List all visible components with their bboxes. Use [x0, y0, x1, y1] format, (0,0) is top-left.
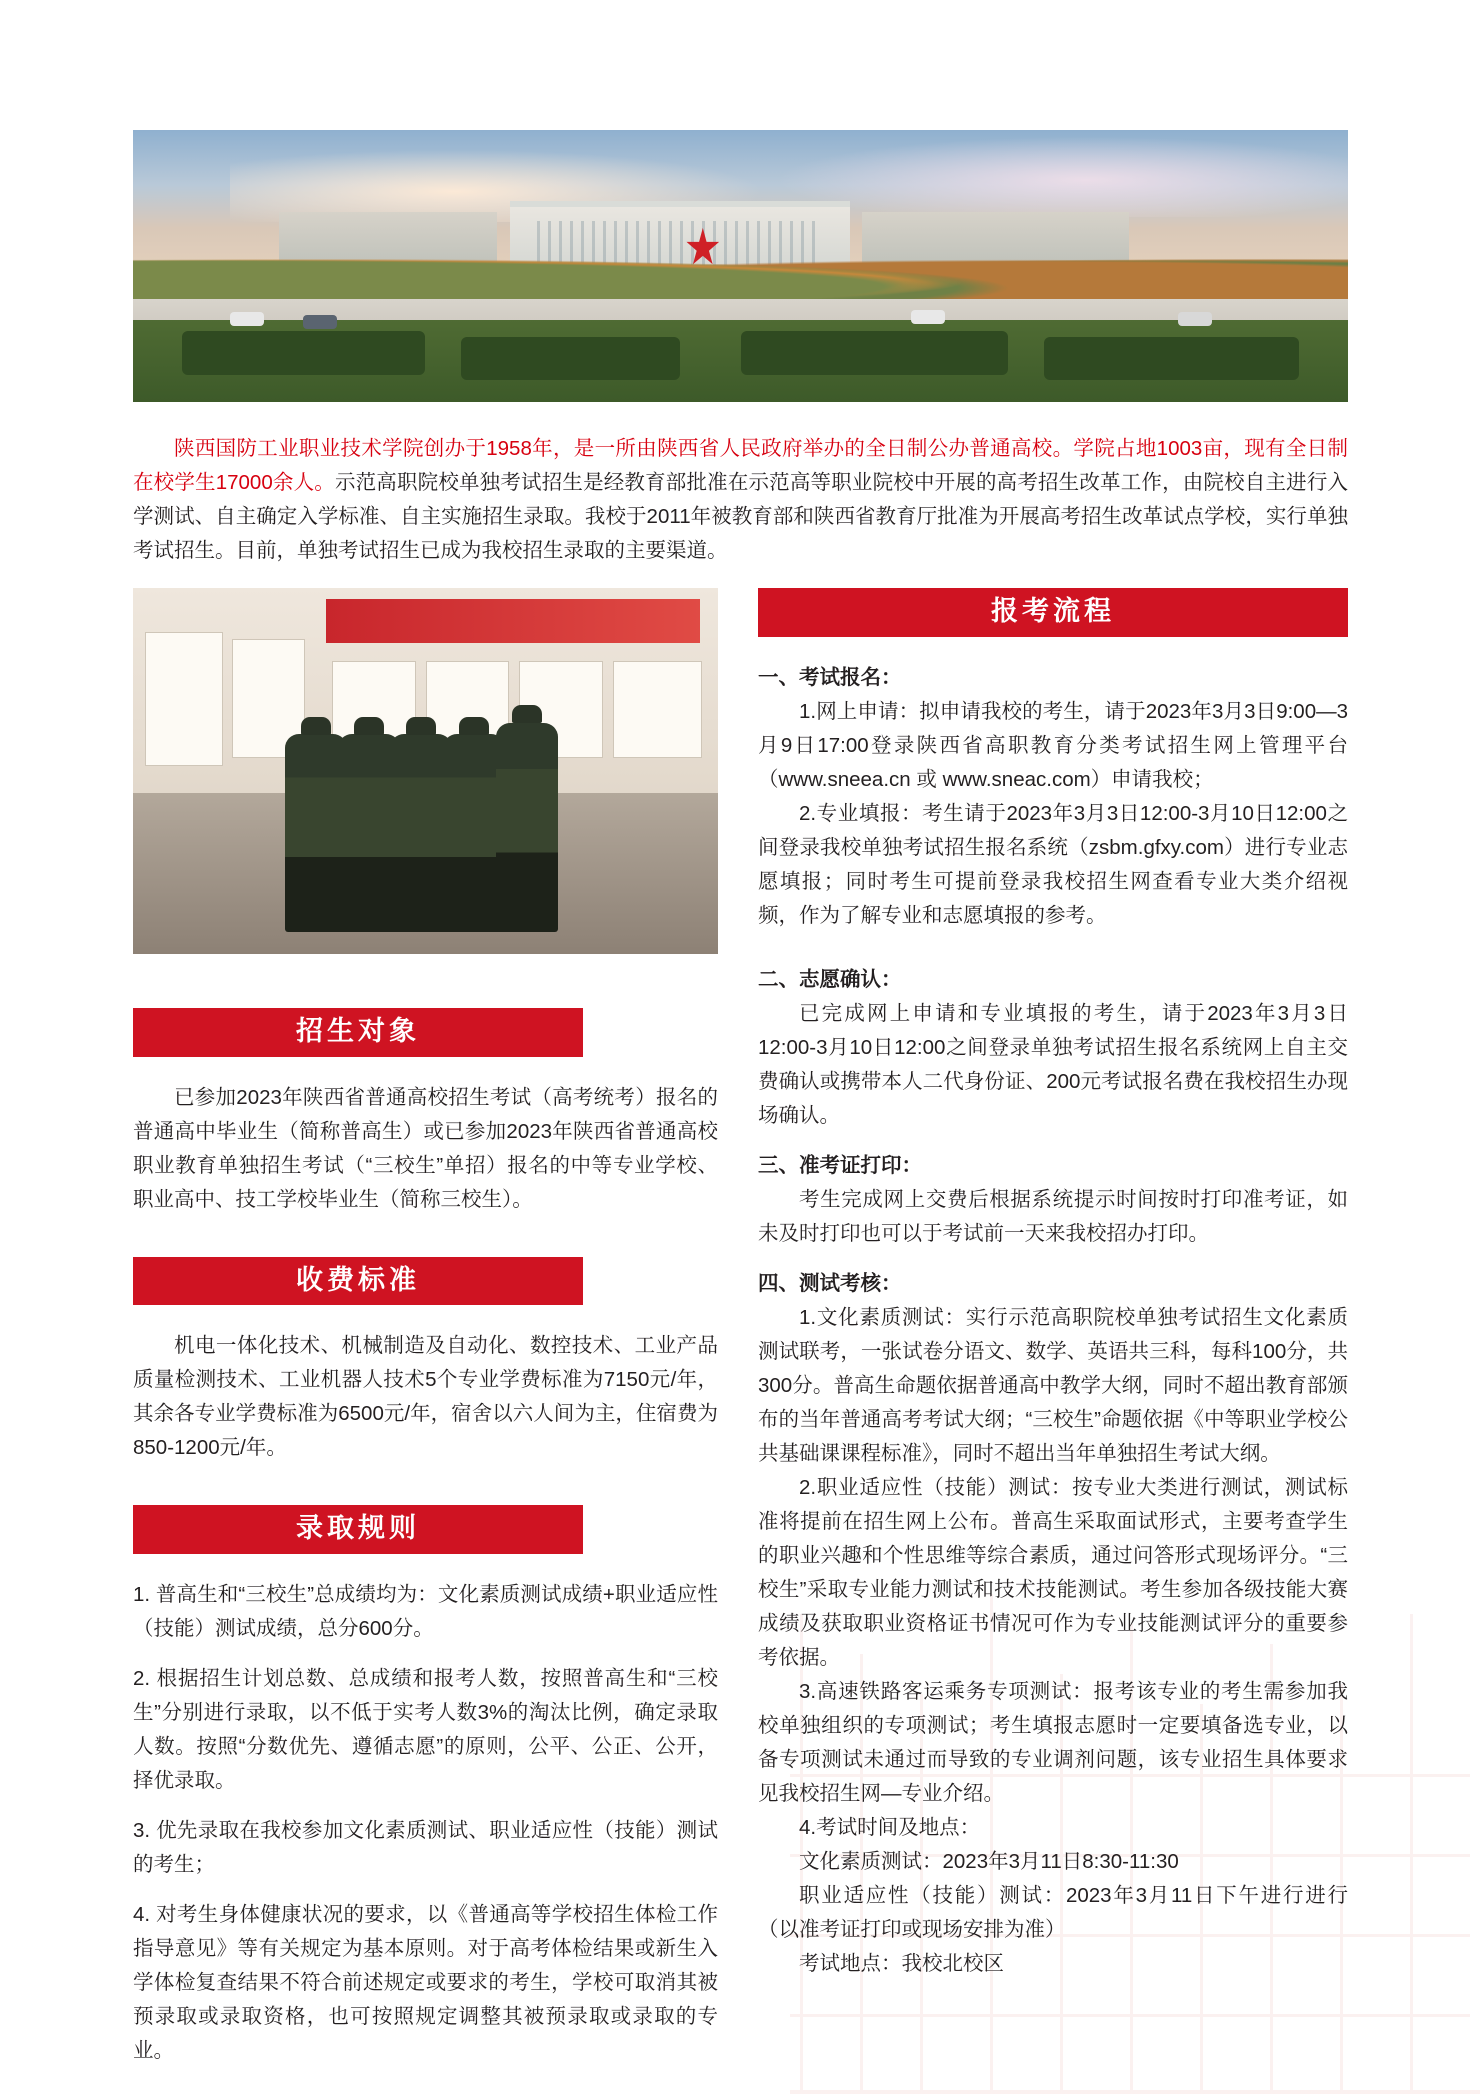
exam-time-line: 职业适应性（技能）测试：2023年3月11日下午进行进行（以准考证打印或现场安排为准） [758, 1883, 1348, 1941]
process-heading: 四、测试考核： [758, 1271, 902, 1295]
process-group-assessment [758, 1267, 1348, 1981]
process-group-exam-registration [758, 661, 1348, 933]
campus-hero-photo [133, 130, 1348, 402]
intro-body-text: 示范高职院校单独考试招生是经教育部批准在示范高等职业院校中开展的高考招生改革工作，由院校自主进行入学测试、自主确定入学标准、自主实施招生录取。我校于2011年被教育部和陕西省教育厅批准为开展高考招生改革试点学校，实行单独考试招生。目前，单独考试招生已成为我校招生录取的主要渠道。 [133, 471, 1348, 562]
right-column [758, 588, 1348, 1981]
cadets-photo [133, 588, 718, 954]
process-paragraph: 4.考试时间及地点： [799, 1815, 981, 1839]
process-paragraph: 已完成网上申请和专业填报的考生，请于2023年3月3日12:00-3月10日12:00之间登录单独考试招生报名系统网上自主交费确认或携带本人二代身份证、200元考试报名费在我校招生办现场确认。 [758, 1001, 1348, 1127]
process-heading: 二、志愿确认： [758, 967, 902, 991]
admission-rule-item: 1. 普高生和“三校生”总成绩均为：文化素质测试成绩+职业适应性（技能）测试成绩，总分600分。 [133, 1583, 718, 1641]
admission-rule-item: 3. 优先录取在我校参加文化素质测试、职业适应性（技能）测试的考生； [133, 1819, 718, 1877]
intro-paragraph [133, 432, 1348, 568]
process-group-volunteer-confirm [758, 963, 1348, 1133]
process-paragraph: 2.职业适应性（技能）测试：按专业大类进行测试，测试标准将提前在招生网上公布。普高生采取面试形式，主要考查学生的职业兴趣和个性思维等综合素质，通过问答形式现场评分。“三校生”采取专业能力测试和技术技能测试。考生参加各级技能大赛成绩及获取职业资格证书情况可作为专业技能测试评分的重要参考依据。 [758, 1475, 1348, 1669]
admission-rule-item: 4. 对考生身体健康状况的要求，以《普通高等学校招生体检工作指导意见》等有关规定为基本原则。对于高考体检结果或新生入学体检复查结果不符合前述规定或要求的考生，学校可取消其被预录取或录取资格，也可按照规定调整其被预录取或录取的专业。 [133, 1903, 718, 2063]
process-paragraph: 考生完成网上交费后根据系统提示时间按时打印准考证，如未及时打印也可以于考试前一天来我校招办打印。 [758, 1187, 1348, 1245]
section-title-admission-rules: 录取规则 [133, 1505, 583, 1554]
section-title-fees: 收费标准 [133, 1257, 583, 1306]
intro-highlight-text: 陕西国防工业职业技术学院创办于1958年，是一所由陕西省人民政府举办的全日制公办普通高校。学院占地1003亩，现有全日制在校学生17000余人。 [133, 437, 1348, 494]
section-title-enroll-target: 招生对象 [133, 1008, 583, 1057]
fees-text: 机电一体化技术、机械制造及自动化、数控技术、工业产品质量检测技术、工业机器人技术5个专业学费标准为7150元/年，其余各专业学费标准为6500元/年，宿舍以六人间为主，住宿费为850-1200元/年。 [133, 1334, 718, 1460]
section-title-process: 报考流程 [758, 588, 1348, 637]
admission-rules-list [133, 1578, 718, 2068]
process-paragraph: 1.网上申请：拟申请我校的考生，请于2023年3月3日9:00—3月9日17:00登录陕西省高职教育分类考试招生网上管理平台（www.sneea.cn 或 www.sneac.com）申请我校； [758, 699, 1348, 791]
exam-location-line: 考试地点：我校北校区 [799, 1951, 1004, 1975]
exam-time-line: 文化素质测试：2023年3月11日8:30-11:30 [799, 1849, 1179, 1873]
admission-rule-item: 2. 根据招生计划总数、总成绩和报考人数，按照普高生和“三校生”分别进行录取，以不低于实考人数3%的淘汰比例，确定录取人数。按照“分数优先、遵循志愿”的原则，公平、公正、公开，择优录取。 [133, 1667, 718, 1793]
process-group-admission-ticket [758, 1149, 1348, 1251]
process-paragraph: 1.文化素质测试：实行示范高职院校单独考试招生文化素质测试联考，一张试卷分语文、数学、英语共三科，每科100分，共300分。普高生命题依据普通高中教学大纲，同时不超出教育部颁布的当年普通高考考试大纲；“三校生”命题依据《中等职业学校公共基础课课程标准》，同时不超出当年单独招生考试大纲。 [758, 1305, 1348, 1465]
left-column [133, 588, 718, 2068]
process-paragraph: 2.专业填报：考生请于2023年3月3日12:00-3月10日12:00之间登录我校单独考试招生报名系统（zsbm.gfxy.com）进行专业志愿填报；同时考生可提前登录我校招生网查看专业大类介绍视频，作为了解专业和志愿填报的参考。 [758, 801, 1348, 927]
process-heading: 三、准考证打印： [758, 1153, 922, 1177]
process-paragraph: 3.高速铁路客运乘务专项测试：报考该专业的考生需参加我校单独组织的专项测试；考生填报志愿时一定要填备选专业，以备专项测试未通过而导致的专业调剂问题，该专业招生具体要求见我校招生网—专业介绍。 [758, 1679, 1348, 1805]
enroll-target-text: 已参加2023年陕西省普通高校招生考试（高考统考）报名的普通高中毕业生（简称普高生）或已参加2023年陕西省普通高校职业教育单独招生考试（“三校生”单招）报名的中等专业学校、职业高中、技工学校毕业生（简称三校生）。 [133, 1085, 718, 1211]
process-heading: 一、考试报名： [758, 665, 902, 689]
